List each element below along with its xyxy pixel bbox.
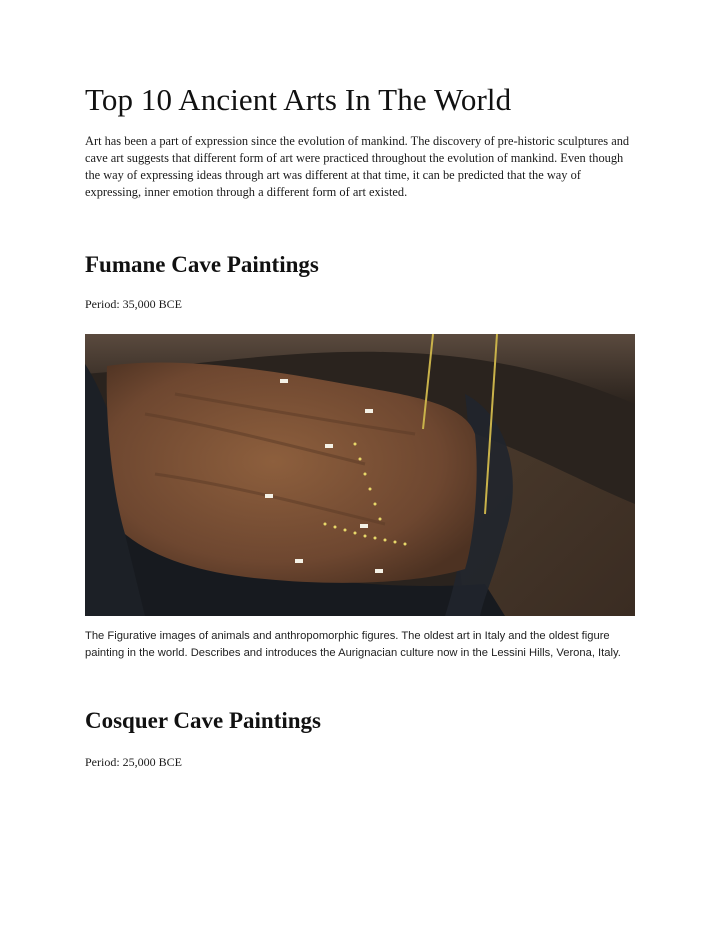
section-heading-fumane: Fumane Cave Paintings <box>85 252 319 277</box>
fumane-caption: The Figurative images of animals and anthropomorphic figures. The oldest art in Italy and the oldest figure painting in the world. Describes and introduces the Aurignacian culture now in the Lessini Hills, Verona, Italy. <box>85 630 621 659</box>
section-heading-cosquer: Cosquer Cave Paintings <box>85 708 321 733</box>
period-cosquer: Period: 25,000 BCE <box>85 755 183 769</box>
page-title: Top 10 Ancient Arts In The World <box>85 82 512 117</box>
fumane-cave-photo <box>85 334 635 616</box>
period-fumane: Period: 35,000 BCE <box>85 297 183 311</box>
intro-paragraph: Art has been a part of expression since the evolution of mankind. The discovery of pre-historic sculptures and cave art suggests that different form of art were practiced throughout the evolution of mankind. Even though the way of expressing ideas through art was different at that time, it can be predicted that the way of expressing, inner emotion through a different form of art existed. <box>85 134 630 199</box>
